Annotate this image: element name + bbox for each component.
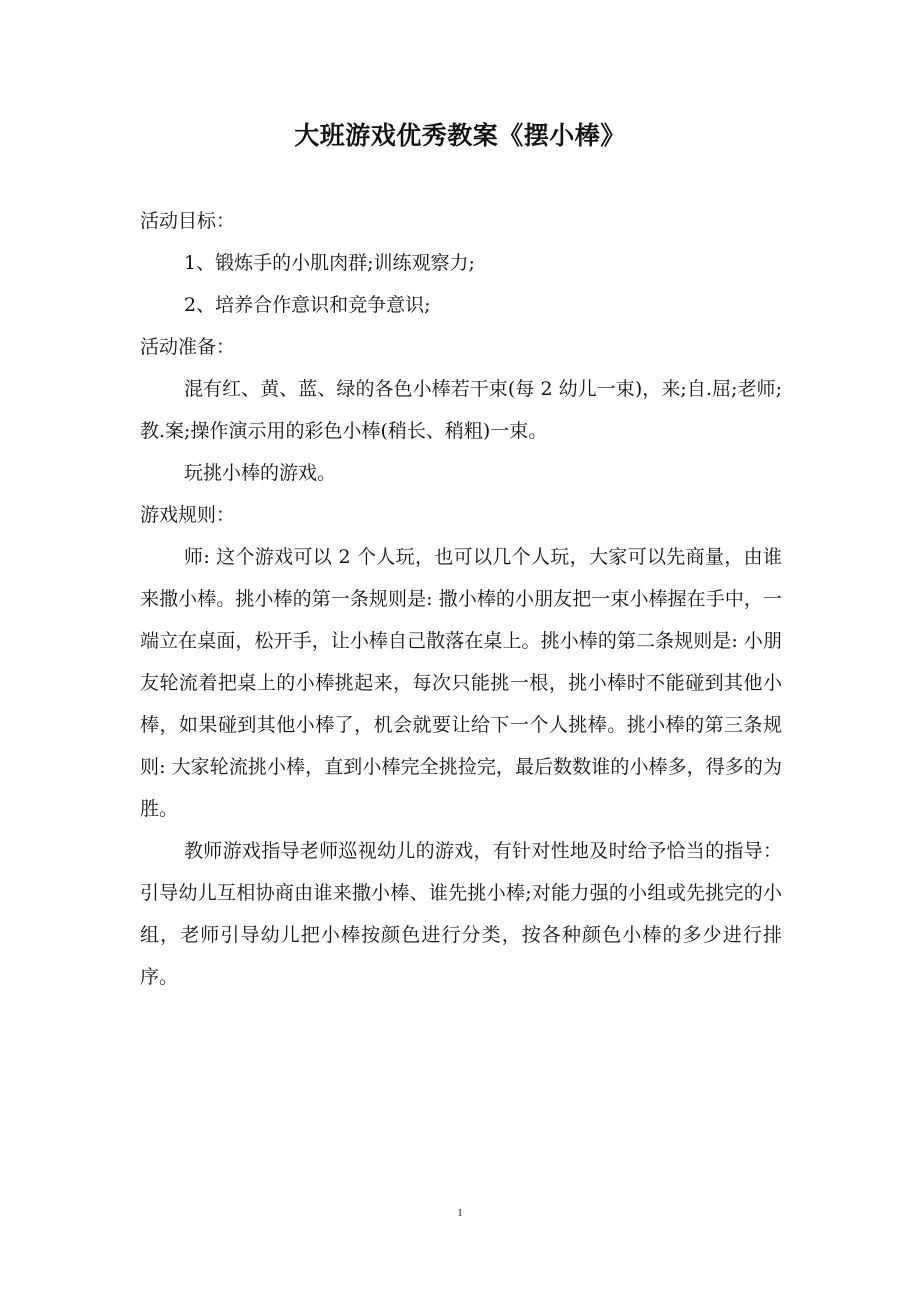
page-number: 1 [457, 1207, 463, 1219]
document-title: 大班游戏优秀教案《摆小棒》 [294, 121, 626, 150]
paragraph-game-intro: 玩挑小棒的游戏。 [184, 462, 337, 484]
paragraph-teacher-guidance: 教师游戏指导老师巡视幼儿的游戏，有针对性地及时给予恰当的指导：引导幼儿互相协商由谁来撒小棒、谁先挑小棒;对能力强的小组或先挑完的小组，老师引导幼儿把小棒按颜色进行分类，按各种颜色小棒的多少进行排序。 [140, 840, 782, 988]
paragraph-rules-body: 师: 这个游戏可以 2 个人玩，也可以几个人玩，大家可以先商量，由谁来撒小棒。挑小棒的第一条规则是: 撒小棒的小朋友把一束小棒握在手中，一端立在桌面，松开手，让小棒自己散落在桌上。挑小棒的第二条规则是: 小朋友轮流着把桌上的小棒挑起来，每次只能挑一根，挑小棒时不能碰到其他小棒，如果碰到其他小棒了，机会就要让给下一个人挑棒。挑小棒的第三条规则: 大家轮流挑小棒，直到小棒完全挑捡完，最后数数谁的小棒多，得多的为胜。 [140, 546, 782, 820]
paragraph-goals-heading: 活动目标： [140, 210, 236, 232]
paragraph-prep-materials: 混有红、黄、蓝、绿的各色小棒若干束(每 2 幼儿一束)，来;自.屈;老师;教.案;操作演示用的彩色小棒(稍长、稍粗)一束。 [140, 378, 782, 442]
paragraph-goal-2: 2、培养合作意识和竞争意识; [184, 294, 431, 316]
paragraph-goal-1: 1、锻炼手的小肌肉群;训练观察力; [184, 252, 475, 274]
document-body [140, 200, 782, 998]
paragraph-rules-heading: 游戏规则： [140, 504, 236, 526]
paragraph-prep-heading: 活动准备： [140, 336, 236, 358]
